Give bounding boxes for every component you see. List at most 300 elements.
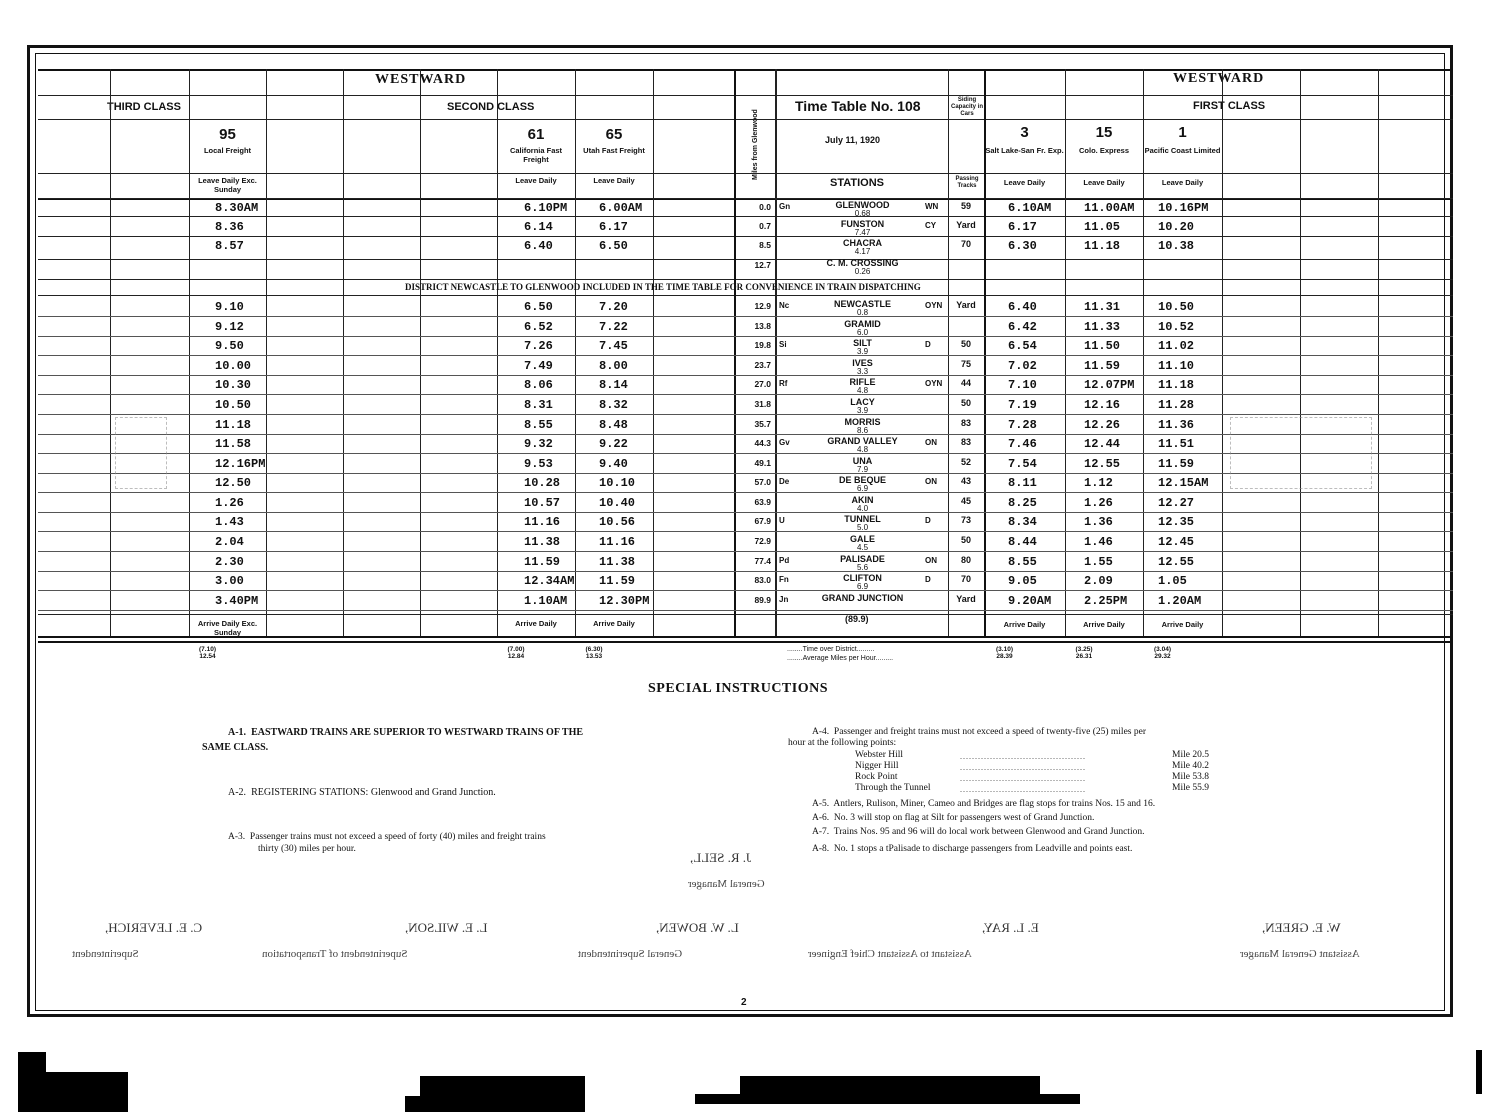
time-train-15: 1.12 (1084, 476, 1113, 490)
speed-point-name: Webster Hill (855, 750, 904, 760)
train-schedule: Leave Daily (1161, 178, 1204, 187)
redaction-block (405, 1096, 585, 1112)
time-train-65: 7.45 (599, 339, 628, 353)
train-arrive: Arrive Daily (1083, 620, 1125, 629)
siding-capacity: 80 (960, 555, 971, 565)
station-code-left: Jn (779, 595, 789, 604)
time-train-95: 8.57 (215, 239, 244, 253)
miles-from-glenwood: 83.0 (754, 575, 771, 585)
time-train-3: 9.20AM (1008, 594, 1052, 608)
stamp-smudge (115, 417, 167, 489)
signature-name: L. E. WILSON, (405, 920, 488, 935)
row-rule (38, 551, 1453, 552)
train-avg-speed: 12.84 (507, 653, 525, 660)
station (790, 358, 935, 376)
time-train-1: 10.52 (1158, 320, 1195, 334)
speed-point-mile: Mile 53.8 (1172, 772, 1209, 782)
instruction-a1: A-1. EASTWARD TRAINS ARE SUPERIOR TO WESTWARD TRAINS OF THE (228, 727, 584, 738)
station-code-left: Pd (779, 556, 790, 565)
table-rule (38, 69, 1453, 71)
station-code-right: D (925, 340, 931, 349)
time-train-1: 12.45 (1158, 535, 1195, 549)
time-train-95: 11.58 (215, 437, 252, 451)
siding-capacity: Yard (956, 300, 976, 310)
manager-title: General Manager (688, 878, 765, 890)
time-train-65: 10.56 (599, 515, 636, 529)
time-train-3: 7.19 (1008, 398, 1037, 412)
westward-right-title: WESTWARD (1173, 71, 1265, 86)
train-time-over: (3.25) (1075, 646, 1093, 653)
train-avg-speed: 12.54 (199, 653, 216, 660)
speed-point-mile: Mile 40.2 (1172, 761, 1209, 771)
siding-capacity: 70 (960, 574, 971, 584)
time-train-65: 8.32 (599, 398, 628, 412)
miles-from-glenwood: 89.9 (754, 595, 771, 605)
westward-left-title: WESTWARD (375, 72, 467, 87)
station-gap-distance: 4.8 (856, 386, 869, 395)
time-train-3: 7.28 (1008, 418, 1037, 432)
time-train-15: 11.05 (1084, 220, 1121, 234)
signature-title: General Superintendent (578, 948, 683, 960)
station-gap-distance: 0.26 (854, 267, 871, 276)
time-train-3: 6.42 (1008, 320, 1037, 334)
train-schedule: Leave Daily (515, 176, 557, 185)
timetable-date: July 11, 1920 (825, 135, 881, 145)
time-train-65: 8.14 (599, 378, 628, 392)
row-rule (38, 236, 1453, 237)
station-gap-distance: 4.5 (856, 543, 869, 552)
miles-from-glenwood: 44.3 (754, 438, 771, 448)
time-train-1: 11.51 (1158, 437, 1195, 451)
time-train-61: 11.59 (524, 555, 561, 569)
train-number: 15 (1095, 124, 1113, 141)
train-number: 61 (527, 126, 545, 143)
station-name: GLENWOOD (835, 200, 890, 210)
time-train-15: 11.33 (1084, 320, 1121, 334)
station-code-left: Gn (779, 202, 791, 211)
train-arrive: Arrive Daily (515, 619, 557, 628)
station-gap-distance: 6.9 (856, 484, 869, 493)
table-rule (38, 279, 1453, 280)
station (790, 299, 935, 317)
time-train-1: 12.15AM (1158, 476, 1209, 490)
time-train-1: 10.20 (1158, 220, 1195, 234)
station-code-right: CY (925, 221, 937, 230)
station-name: RIFLE (849, 377, 876, 387)
time-train-61: 8.31 (524, 398, 553, 412)
time-train-15: 12.44 (1084, 437, 1121, 451)
time-train-61: 9.53 (524, 457, 553, 471)
siding-capacity: 59 (960, 201, 971, 211)
station-gap-distance: 3.3 (856, 367, 869, 376)
siding-capacity: 83 (960, 418, 971, 428)
time-train-3: 6.54 (1008, 339, 1037, 353)
table-rule (38, 173, 1453, 174)
station (790, 338, 935, 356)
time-train-15: 12.55 (1084, 457, 1121, 471)
miles-from-glenwood: 12.9 (754, 301, 771, 311)
speed-point-name: Rock Point (855, 772, 898, 782)
miles-from-glenwood: 8.5 (759, 240, 771, 250)
siding-capacity: 75 (960, 359, 971, 369)
row-rule (38, 198, 1453, 199)
station (790, 258, 935, 276)
row-rule (38, 216, 1453, 217)
station-gap-distance: 6.0 (856, 328, 869, 337)
row-rule (38, 355, 1453, 356)
instruction-a4-cont: hour at the following points: (788, 738, 897, 748)
train-avg-speed: 26.31 (1075, 653, 1093, 660)
time-train-61: 8.06 (524, 378, 553, 392)
train-name: Pacific Coast Limited (1144, 146, 1221, 155)
train-time-over: (6.30) (585, 646, 603, 653)
time-train-65: 10.40 (599, 496, 636, 510)
train-schedule: Leave Daily (1003, 178, 1046, 187)
third-class-label: THIRD CLASS (107, 101, 181, 113)
time-train-65: 9.40 (599, 457, 628, 471)
miles-from-glenwood: 49.1 (754, 458, 771, 468)
table-rule (38, 95, 1453, 96)
row-rule (38, 394, 1453, 395)
time-train-95: 2.30 (215, 555, 244, 569)
train-arrive: Arrive Daily Exc. Sunday (197, 619, 258, 637)
avg-speed-label: ........Average Miles per Hour......... (787, 655, 894, 662)
miles-from-glenwood: 77.4 (754, 556, 771, 566)
station-gap-distance: 3.9 (856, 347, 869, 356)
station-name: GRAND VALLEY (827, 436, 898, 446)
station-name: SILT (853, 338, 872, 348)
station (790, 436, 935, 454)
station-code-right: D (925, 575, 931, 584)
time-train-61: 12.34AM (524, 574, 575, 588)
time-train-15: 11.18 (1084, 239, 1121, 253)
station-name: GALE (849, 534, 875, 544)
time-train-3: 7.02 (1008, 359, 1037, 373)
station (790, 514, 935, 532)
time-train-65: 12.30PM (599, 594, 650, 608)
station-gap-distance: 7.9 (856, 465, 869, 474)
time-train-65: 8.48 (599, 418, 628, 432)
redaction-block (1476, 1050, 1482, 1094)
siding-capacity: Yard (956, 594, 976, 604)
time-train-15: 1.36 (1084, 515, 1113, 529)
station (790, 377, 935, 395)
time-train-65: 6.17 (599, 220, 628, 234)
station (790, 593, 935, 603)
station-code-left: Rf (779, 379, 788, 388)
time-train-15: 2.09 (1084, 574, 1113, 588)
signature-title: Superintendent of Transportation (262, 948, 408, 960)
time-train-1: 10.16PM (1158, 201, 1209, 215)
table-rule (38, 295, 1453, 296)
station-name: MORRIS (844, 417, 881, 427)
time-train-15: 11.00AM (1084, 201, 1135, 215)
station-name: NEWCASTLE (834, 299, 891, 309)
time-train-61: 8.55 (524, 418, 553, 432)
train-name: Utah Fast Freight (583, 146, 645, 155)
leader-dots: .......................................... (960, 774, 1086, 783)
station-name: C. M. CROSSING (826, 258, 899, 268)
row-rule (38, 492, 1453, 493)
page-inner-border (35, 53, 1445, 1011)
time-train-1: 11.18 (1158, 378, 1195, 392)
time-train-95: 11.18 (215, 418, 252, 432)
time-train-65: 11.38 (599, 555, 636, 569)
time-train-3: 8.11 (1008, 476, 1037, 490)
station-code-right: WN (925, 202, 939, 211)
table-rule (38, 119, 1453, 120)
instruction-a2: A-2. REGISTERING STATIONS: Glenwood and Grand Junction. (228, 787, 496, 798)
time-train-3: 6.40 (1008, 300, 1037, 314)
train-avg-speed: 13.53 (585, 653, 603, 660)
time-train-15: 12.16 (1084, 398, 1121, 412)
siding-capacity: 70 (960, 239, 971, 249)
time-train-1: 12.35 (1158, 515, 1195, 529)
speed-point-mile: Mile 20.5 (1172, 750, 1209, 760)
speed-point-name: Nigger Hill (855, 761, 899, 771)
miles-from-glenwood: 63.9 (754, 497, 771, 507)
train-time-over: (3.04) (1154, 646, 1171, 653)
row-rule (38, 414, 1453, 415)
time-train-61: 1.10AM (524, 594, 568, 608)
station (790, 417, 935, 435)
time-train-15: 2.25PM (1084, 594, 1128, 608)
speed-point-name: Through the Tunnel (855, 783, 931, 793)
station-name: UNA (852, 456, 873, 466)
redaction-block (18, 1072, 128, 1112)
station (790, 534, 935, 552)
station-code-left: De (779, 477, 790, 486)
train-name: Salt Lake-San Fr. Exp. (985, 146, 1064, 155)
time-train-65: 10.10 (599, 476, 636, 490)
time-train-65: 8.00 (599, 359, 628, 373)
instruction-a4: A-4. Passenger and freight trains must not exceed a speed of twenty-five (25) miles per (812, 727, 1146, 737)
time-train-3: 8.25 (1008, 496, 1037, 510)
station (790, 238, 935, 256)
station-gap-distance: 5.6 (856, 563, 869, 572)
time-train-95: 1.43 (215, 515, 244, 529)
table-rule (38, 614, 1453, 615)
time-train-95: 12.16PM (215, 457, 266, 471)
time-over-label: ........Time over District......... (787, 646, 875, 653)
siding-capacity: 52 (960, 457, 971, 467)
time-train-3: 7.10 (1008, 378, 1037, 392)
station-name: AKIN (851, 495, 874, 505)
time-train-95: 9.50 (215, 339, 244, 353)
signature-name: C. E. LEVERICH, (105, 920, 203, 935)
leader-dots: .......................................... (960, 763, 1086, 772)
siding-capacity: Yard (956, 220, 976, 230)
train-number: 95 (219, 126, 236, 143)
station-name: CLIFTON (843, 573, 882, 583)
signature-name: L. W. BOWEN, (656, 920, 739, 935)
station-code-left: Gv (779, 438, 790, 447)
siding-capacity: 44 (960, 378, 971, 388)
time-train-3: 8.34 (1008, 515, 1037, 529)
time-train-95: 3.00 (215, 574, 244, 588)
miles-from-glenwood: 12.7 (754, 260, 771, 270)
station-gap-distance: 4.0 (856, 504, 869, 513)
leader-dots: .......................................... (960, 785, 1086, 794)
station-name: IVES (852, 358, 873, 368)
time-train-61: 9.32 (524, 437, 553, 451)
station-gap-distance: 4.8 (856, 445, 869, 454)
time-train-15: 12.07PM (1084, 378, 1135, 392)
time-train-65: 7.22 (599, 320, 628, 334)
manager-name: J. R. SELL, (690, 850, 752, 865)
time-train-1: 11.02 (1158, 339, 1195, 353)
row-rule (38, 512, 1453, 513)
time-train-15: 12.26 (1084, 418, 1121, 432)
miles-from-glenwood: 31.8 (754, 399, 771, 409)
time-train-1: 10.38 (1158, 239, 1195, 253)
instruction-a-6: A-6. No. 3 will stop on flag at Silt for passengers west of Grand Junction. (812, 813, 1095, 823)
station-name: DE BEQUE (838, 475, 886, 485)
station (790, 475, 935, 493)
special-instructions-title: SPECIAL INSTRUCTIONS (648, 681, 828, 696)
time-train-1: 11.59 (1158, 457, 1195, 471)
miles-from-glenwood: 19.8 (754, 340, 771, 350)
station-code-left: Si (779, 340, 787, 349)
station-gap-distance: 3.9 (856, 406, 869, 415)
time-train-3: 6.10AM (1008, 201, 1052, 215)
station-code-right: ON (925, 477, 937, 486)
station-code-right: ON (925, 556, 937, 565)
row-rule (38, 375, 1453, 376)
time-train-61: 6.50 (524, 300, 553, 314)
train-name: Colo. Express (1078, 146, 1130, 155)
time-train-95: 10.30 (215, 378, 252, 392)
time-train-15: 1.46 (1084, 535, 1113, 549)
train-avg-speed: 29.32 (1154, 653, 1171, 660)
first-class-label: FIRST CLASS (1193, 100, 1266, 112)
miles-from-glenwood: 0.7 (759, 221, 771, 231)
station-name: TUNNEL (844, 514, 881, 524)
station-gap-distance: 0.8 (856, 308, 869, 317)
signature-title: Assistant General Manager (1240, 948, 1360, 960)
station-name: GRAND JUNCTION (821, 593, 904, 603)
time-train-95: 12.50 (215, 476, 252, 490)
total-distance: (89.9) (845, 614, 869, 624)
station-name: GRAMID (844, 319, 881, 329)
stations-label: STATIONS (830, 177, 884, 189)
station (790, 200, 935, 218)
train-number: 65 (605, 126, 623, 143)
time-train-61: 6.10PM (524, 201, 568, 215)
train-arrive: Arrive Daily (1003, 620, 1046, 629)
time-train-61: 7.49 (524, 359, 553, 373)
time-train-65: 7.20 (599, 300, 628, 314)
station (790, 456, 935, 474)
station-code-left: Nc (779, 301, 790, 310)
train-time-over: (3.10) (996, 646, 1013, 653)
siding-capacity: 73 (960, 515, 971, 525)
time-train-3: 6.30 (1008, 239, 1037, 253)
time-train-61: 10.28 (524, 476, 561, 490)
train-schedule: Leave Daily (1083, 178, 1125, 187)
station-gap-distance: 4.17 (854, 247, 871, 256)
station-name: CHACRA (843, 238, 882, 248)
miles-from-glenwood: 35.7 (754, 419, 771, 429)
row-rule (38, 571, 1453, 572)
time-train-95: 10.50 (215, 398, 252, 412)
time-train-1: 10.50 (1158, 300, 1195, 314)
train-arrive: Arrive Daily (593, 619, 635, 628)
time-train-3: 7.46 (1008, 437, 1037, 451)
instruction-a-8: A-8. No. 1 stops a tPalisade to discharge passengers from Leadville and points east. (812, 844, 1133, 854)
time-train-3: 8.44 (1008, 535, 1037, 549)
page-number: 2 (741, 997, 747, 1008)
time-train-95: 8.30AM (215, 201, 259, 215)
miles-from-glenwood: 72.9 (754, 536, 771, 546)
time-train-61: 11.38 (524, 535, 561, 549)
siding-capacity: 83 (960, 437, 971, 447)
train-number: 1 (1178, 124, 1187, 141)
station-code-right: D (925, 516, 931, 525)
district-note: DISTRICT NEWCASTLE TO GLENWOOD INCLUDED IN THE TIME TABLE FOR CONVENIENCE IN TRAIN DISPATCHING (405, 282, 921, 292)
time-train-1: 1.20AM (1158, 594, 1202, 608)
time-train-15: 11.31 (1084, 300, 1121, 314)
instruction-a3: A-3. Passenger trains must not exceed a speed of forty (40) miles and freight trains (228, 832, 546, 842)
time-train-3: 8.55 (1008, 555, 1037, 569)
train-arrive: Arrive Daily (1161, 620, 1204, 629)
instruction-a-7: A-7. Trains Nos. 95 and 96 will do local work between Glenwood and Grand Junction. (812, 827, 1145, 837)
time-train-65: 6.00AM (599, 201, 643, 215)
time-train-1: 11.10 (1158, 359, 1195, 373)
time-train-95: 9.12 (215, 320, 244, 334)
time-train-3: 6.17 (1008, 220, 1037, 234)
station-gap-distance: 0.68 (854, 209, 871, 218)
station-code-left: U (779, 516, 785, 525)
miles-from-glenwood: 13.8 (754, 321, 771, 331)
time-train-65: 6.50 (599, 239, 628, 253)
time-train-95: 2.04 (215, 535, 244, 549)
row-rule (38, 531, 1453, 532)
time-train-15: 1.26 (1084, 496, 1113, 510)
miles-from-glenwood: 0.0 (759, 202, 771, 212)
table-rule (38, 641, 1453, 643)
train-schedule: Leave Daily (593, 176, 635, 185)
instruction-a3-cont: thirty (30) miles per hour. (258, 844, 356, 854)
train-number: 3 (1020, 124, 1029, 141)
passing-tracks-label: Passing Tracks (955, 176, 979, 189)
instruction-a1-cont: SAME CLASS. (202, 742, 269, 753)
siding-capacity-label: Siding Capacity in Cars (951, 97, 984, 117)
station (790, 319, 935, 337)
station (790, 219, 935, 237)
station (790, 495, 935, 513)
redaction-block (695, 1094, 1080, 1104)
time-train-95: 9.10 (215, 300, 244, 314)
signature-title: Assistant to Assistant Chief Engineer (808, 948, 972, 960)
row-rule (38, 316, 1453, 317)
train-name: California Fast Freight (509, 146, 563, 164)
time-train-95: 10.00 (215, 359, 252, 373)
station (790, 397, 935, 415)
instruction-a-5: A-5. Antlers, Rulison, Miner, Cameo and Bridges are flag stops for trains Nos. 15 and 16. (812, 799, 1156, 809)
time-train-15: 1.55 (1084, 555, 1113, 569)
station-gap-distance: 5.0 (856, 523, 869, 532)
miles-from-glenwood: 67.9 (754, 516, 771, 526)
signature-name: W. E. GREEN, (1262, 920, 1341, 935)
time-train-61: 7.26 (524, 339, 553, 353)
station-code-right: OYN (925, 379, 943, 388)
speed-point-mile: Mile 55.9 (1172, 783, 1209, 793)
time-train-1: 12.27 (1158, 496, 1195, 510)
time-train-95: 8.36 (215, 220, 244, 234)
siding-capacity: 43 (960, 476, 971, 486)
siding-capacity: 50 (960, 398, 971, 408)
